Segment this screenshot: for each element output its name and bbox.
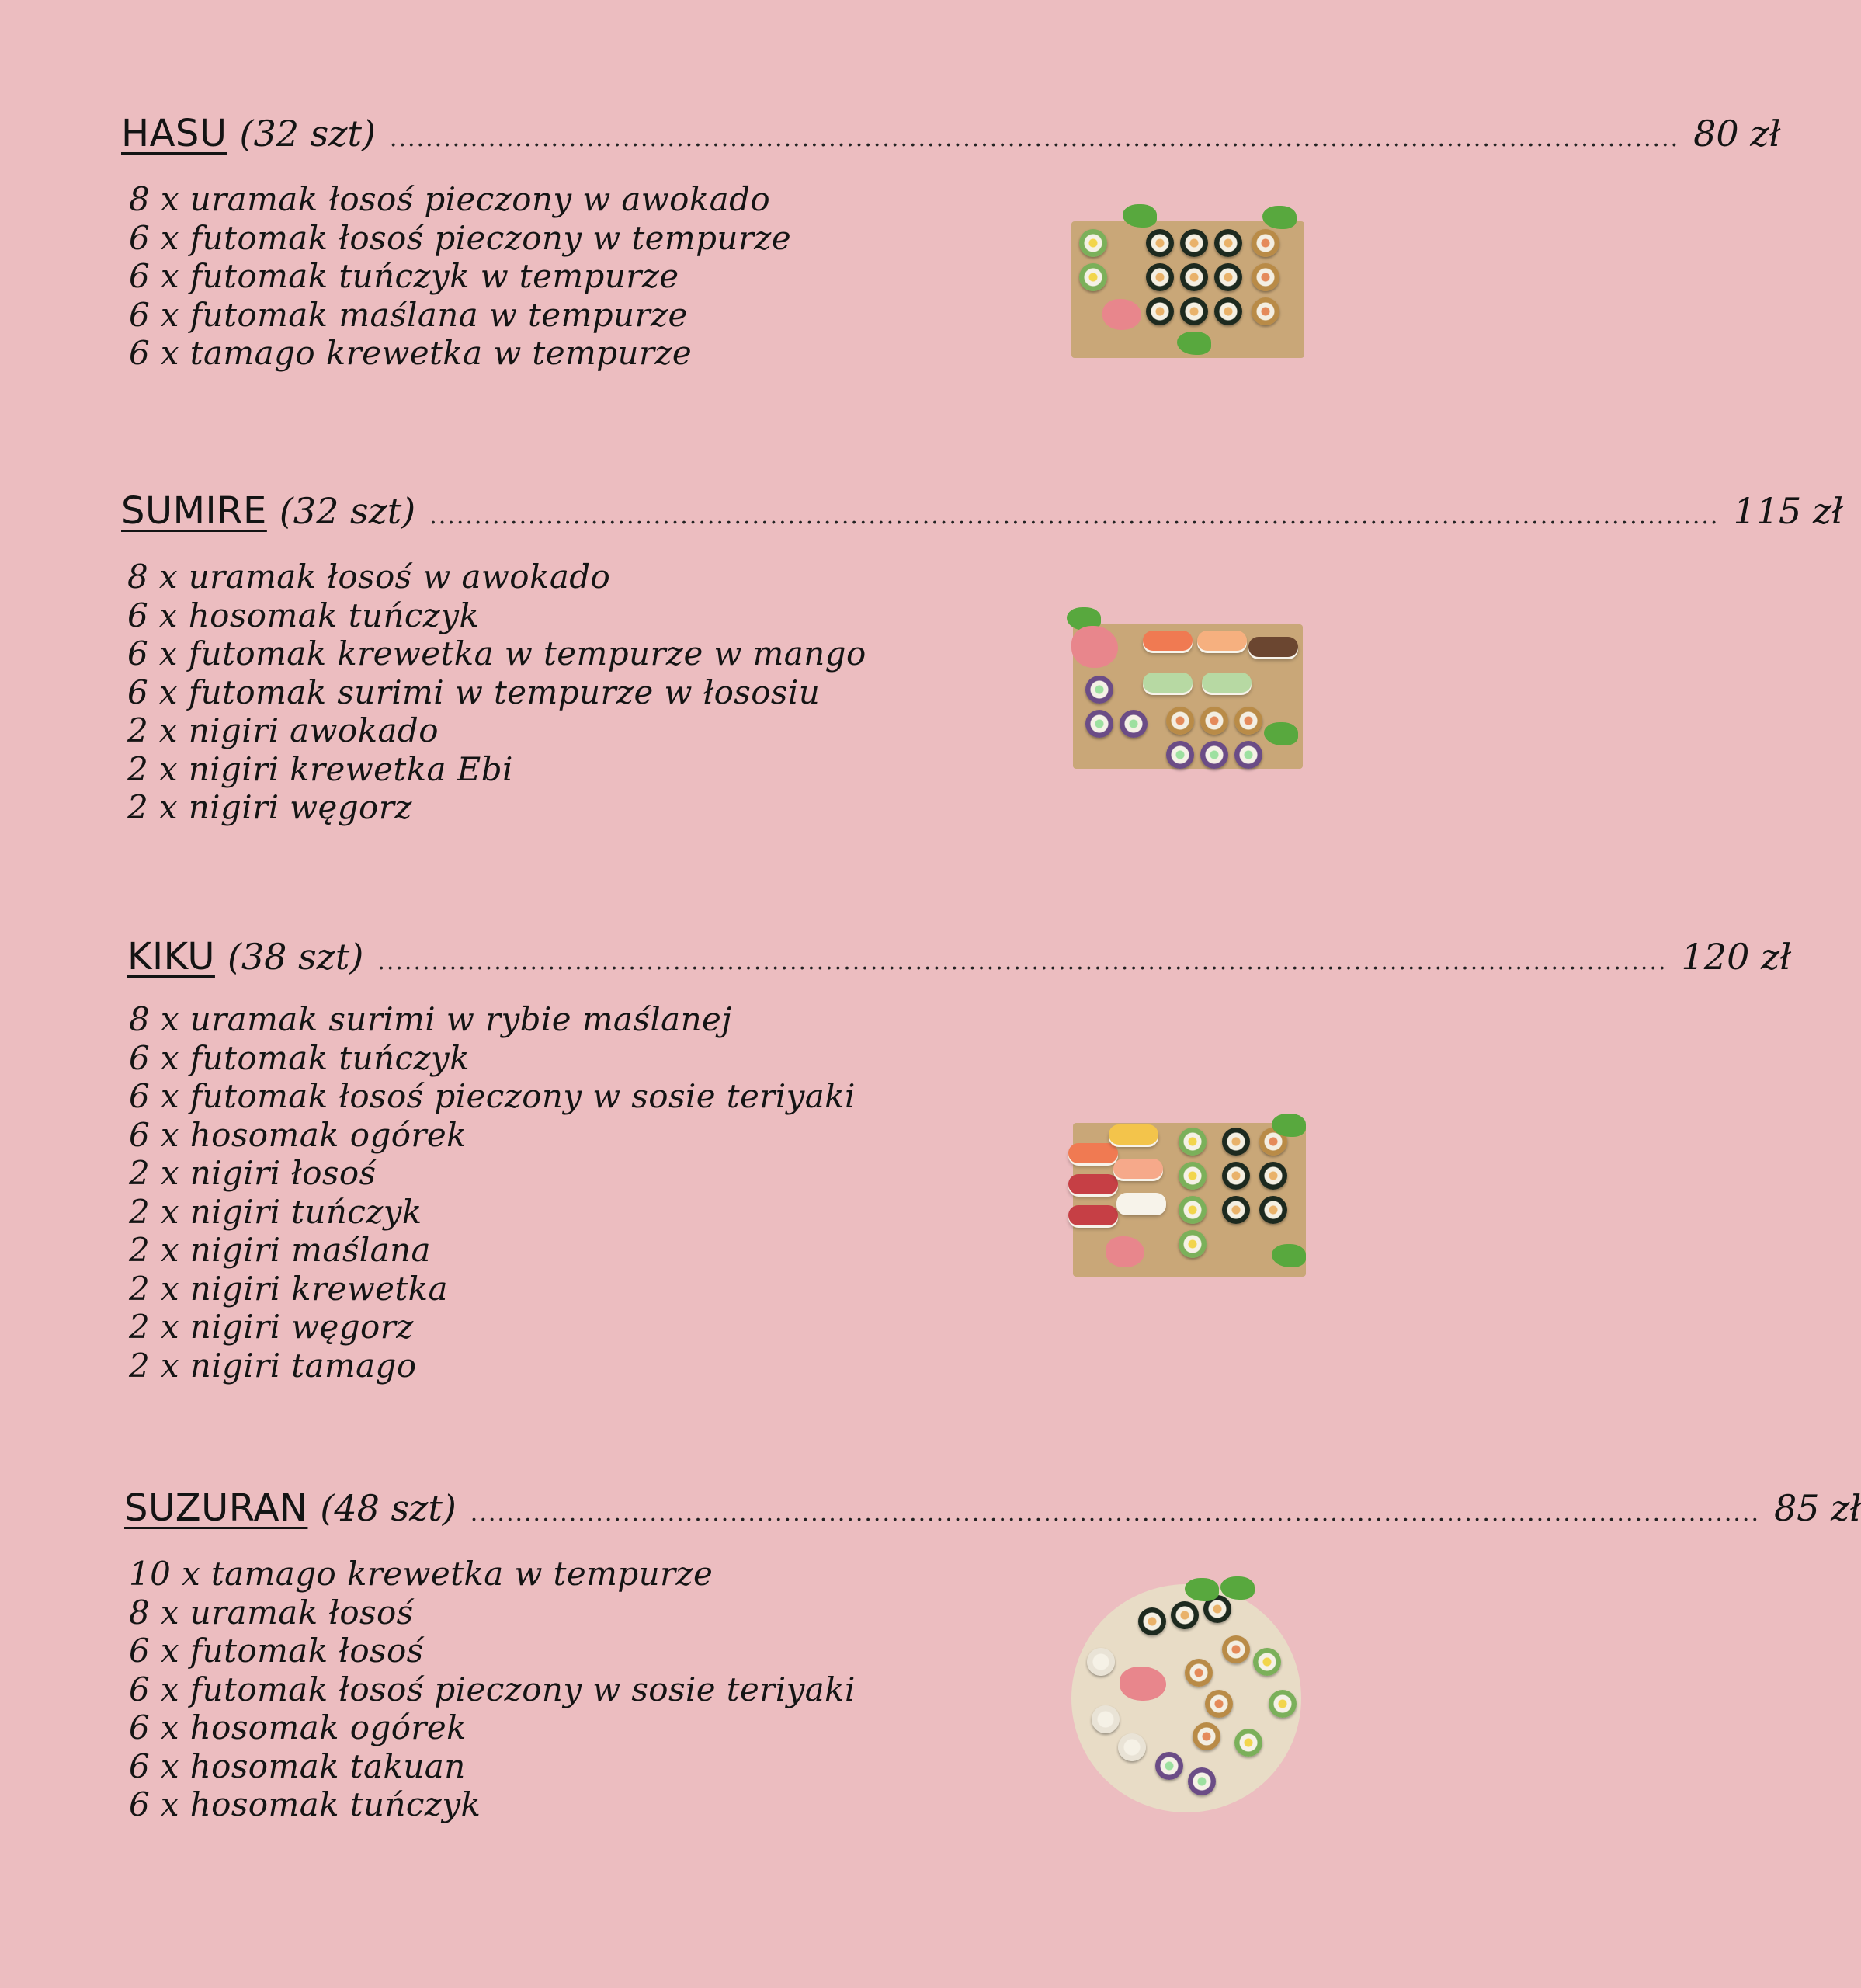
sushi-roll: [1222, 1162, 1250, 1190]
sushi-roll: [1180, 297, 1208, 325]
set-price: 120 zł: [1681, 936, 1792, 978]
nigiri-piece: [1143, 631, 1193, 651]
ginger-garnish: [1102, 299, 1141, 330]
set-count: (32 szt): [239, 113, 376, 155]
sushi-set-photo: [1065, 598, 1306, 773]
sushi-roll: [1155, 1752, 1183, 1780]
dot-leader: ................................................................................................................................................: [470, 1500, 1760, 1527]
list-item: 2 x nigiri awokado: [127, 711, 439, 749]
sushi-roll: [1253, 1648, 1281, 1676]
list-item: 6 x futomak łosoś pieczony w tempurze: [129, 218, 792, 257]
lettuce-garnish: [1272, 1114, 1306, 1137]
set-count: (32 szt): [279, 490, 416, 532]
list-item: 8 x uramak łosoś: [129, 1593, 414, 1632]
list-item: 6 x hosomak ogórek: [129, 1708, 467, 1746]
nigiri-piece: [1113, 1159, 1163, 1179]
nigiri-piece: [1248, 637, 1298, 657]
nigiri-piece: [1109, 1124, 1158, 1145]
sushi-roll: [1185, 1659, 1213, 1687]
nigiri-piece: [1068, 1205, 1118, 1225]
sushi-roll: [1234, 1729, 1262, 1757]
sushi-roll: [1269, 1690, 1297, 1718]
list-item: 2 x nigiri tuńczyk: [129, 1192, 422, 1231]
list-item: 6 x hosomak tuńczyk: [127, 596, 480, 634]
set-header: [127, 926, 1792, 988]
list-item: 6 x futomak łosoś: [129, 1632, 424, 1670]
list-item: 2 x nigiri tamago: [129, 1346, 417, 1385]
list-item: 6 x hosomak takuan: [129, 1746, 466, 1785]
lettuce-garnish: [1262, 206, 1297, 229]
dot-leader: ................................................................................................................................................: [377, 948, 1668, 975]
list-item: 2 x nigiri maślana: [129, 1231, 431, 1269]
list-item: 10 x tamago krewetka w tempurze: [129, 1555, 713, 1593]
sushi-roll: [1087, 1648, 1115, 1676]
sushi-roll: [1179, 1196, 1207, 1224]
set-count: (48 szt): [320, 1487, 457, 1529]
set-name: SUMIRE: [121, 489, 267, 533]
sushi-roll: [1259, 1162, 1287, 1190]
nigiri-piece: [1116, 1193, 1166, 1213]
ginger-garnish: [1120, 1667, 1166, 1701]
lettuce-garnish: [1123, 204, 1157, 228]
nigiri-piece: [1068, 1143, 1118, 1163]
sushi-roll: [1146, 229, 1174, 257]
set-name: HASU: [121, 112, 227, 155]
nigiri-piece: [1143, 673, 1193, 693]
sushi-roll: [1092, 1705, 1120, 1733]
sushi-roll: [1188, 1767, 1216, 1795]
nigiri-piece: [1068, 1174, 1118, 1194]
sushi-set-photo: [1062, 1112, 1312, 1281]
sushi-roll: [1120, 710, 1148, 738]
sushi-roll: [1180, 229, 1208, 257]
set-name: KIKU: [127, 935, 215, 978]
sushi-roll: [1205, 1690, 1233, 1718]
sushi-roll: [1222, 1196, 1250, 1224]
sushi-roll: [1180, 263, 1208, 291]
sushi-roll: [1079, 263, 1107, 291]
sushi-roll: [1200, 707, 1228, 735]
list-item: 6 x futomak surimi w tempurze w łososiu: [127, 673, 821, 711]
set-header: [121, 103, 1781, 165]
list-item: 8 x uramak łosoś pieczony w awokado: [129, 180, 771, 218]
sushi-roll: [1200, 741, 1228, 769]
sushi-roll: [1234, 707, 1262, 735]
lettuce-garnish: [1220, 1576, 1255, 1600]
list-item: 8 x uramak łosoś w awokado: [127, 558, 611, 596]
sushi-roll: [1146, 263, 1174, 291]
lettuce-garnish: [1272, 1244, 1306, 1267]
sushi-roll: [1252, 229, 1279, 257]
sushi-roll: [1146, 297, 1174, 325]
list-item: 6 x futomak łosoś pieczony w sosie teriyaki: [129, 1077, 856, 1115]
ginger-garnish: [1106, 1236, 1144, 1267]
set-price: 80 zł: [1693, 113, 1781, 155]
sushi-set-photo: [1068, 1573, 1311, 1814]
set-price: 115 zł: [1733, 490, 1844, 532]
sushi-roll: [1234, 741, 1262, 769]
sushi-roll: [1222, 1635, 1250, 1663]
lettuce-garnish: [1185, 1578, 1219, 1601]
list-item: 6 x tamago krewetka w tempurze: [129, 334, 693, 372]
sushi-roll: [1214, 263, 1242, 291]
nigiri-piece: [1202, 673, 1252, 693]
list-item: 2 x nigiri krewetka: [129, 1269, 448, 1308]
sushi-roll: [1118, 1733, 1146, 1761]
list-item: 2 x nigiri łosoś: [129, 1154, 377, 1192]
sushi-roll: [1252, 263, 1279, 291]
ginger-garnish: [1071, 626, 1118, 668]
list-item: 2 x nigiri krewetka Ebi: [127, 749, 513, 788]
sushi-roll: [1252, 297, 1279, 325]
set-header: [124, 1477, 1861, 1539]
set-name: SUZURAN: [124, 1486, 308, 1530]
list-item: 6 x futomak maślana w tempurze: [129, 295, 688, 334]
set-count: (38 szt): [227, 936, 364, 978]
lettuce-garnish: [1264, 722, 1298, 746]
nigiri-piece: [1197, 631, 1247, 651]
sushi-roll: [1222, 1128, 1250, 1156]
list-item: 6 x hosomak ogórek: [129, 1115, 467, 1154]
sushi-roll: [1079, 229, 1107, 257]
set-header: [121, 480, 1844, 542]
sushi-set-photo: [1068, 198, 1314, 361]
list-item: 2 x nigiri węgorz: [129, 1308, 414, 1346]
list-item: 6 x hosomak tuńczyk: [129, 1785, 481, 1823]
sushi-roll: [1166, 707, 1194, 735]
list-item: 6 x futomak tuńczyk w tempurze: [129, 257, 679, 295]
list-item: 8 x uramak surimi w rybie maślanej: [129, 1000, 732, 1038]
sushi-roll: [1085, 676, 1113, 704]
list-item: 6 x futomak łosoś pieczony w sosie teriyaki: [129, 1670, 856, 1708]
sushi-roll: [1179, 1128, 1207, 1156]
sushi-roll: [1085, 710, 1113, 738]
sushi-roll: [1259, 1196, 1287, 1224]
sushi-roll: [1166, 741, 1194, 769]
dot-leader: ................................................................................................................................................: [389, 125, 1680, 152]
sushi-roll: [1193, 1722, 1220, 1750]
set-price: 85 zł: [1774, 1487, 1861, 1529]
list-item: 6 x futomak krewetka w tempurze w mango: [127, 634, 866, 673]
dot-leader: ................................................................................................................................................: [429, 502, 1720, 530]
sushi-roll: [1214, 297, 1242, 325]
list-item: 6 x futomak tuńczyk: [129, 1038, 470, 1077]
list-item: 2 x nigiri węgorz: [127, 788, 412, 826]
lettuce-garnish: [1177, 332, 1211, 355]
sushi-roll: [1214, 229, 1242, 257]
sushi-roll: [1171, 1601, 1199, 1629]
sushi-roll: [1179, 1162, 1207, 1190]
sushi-roll: [1179, 1230, 1207, 1258]
sushi-roll: [1138, 1607, 1166, 1635]
